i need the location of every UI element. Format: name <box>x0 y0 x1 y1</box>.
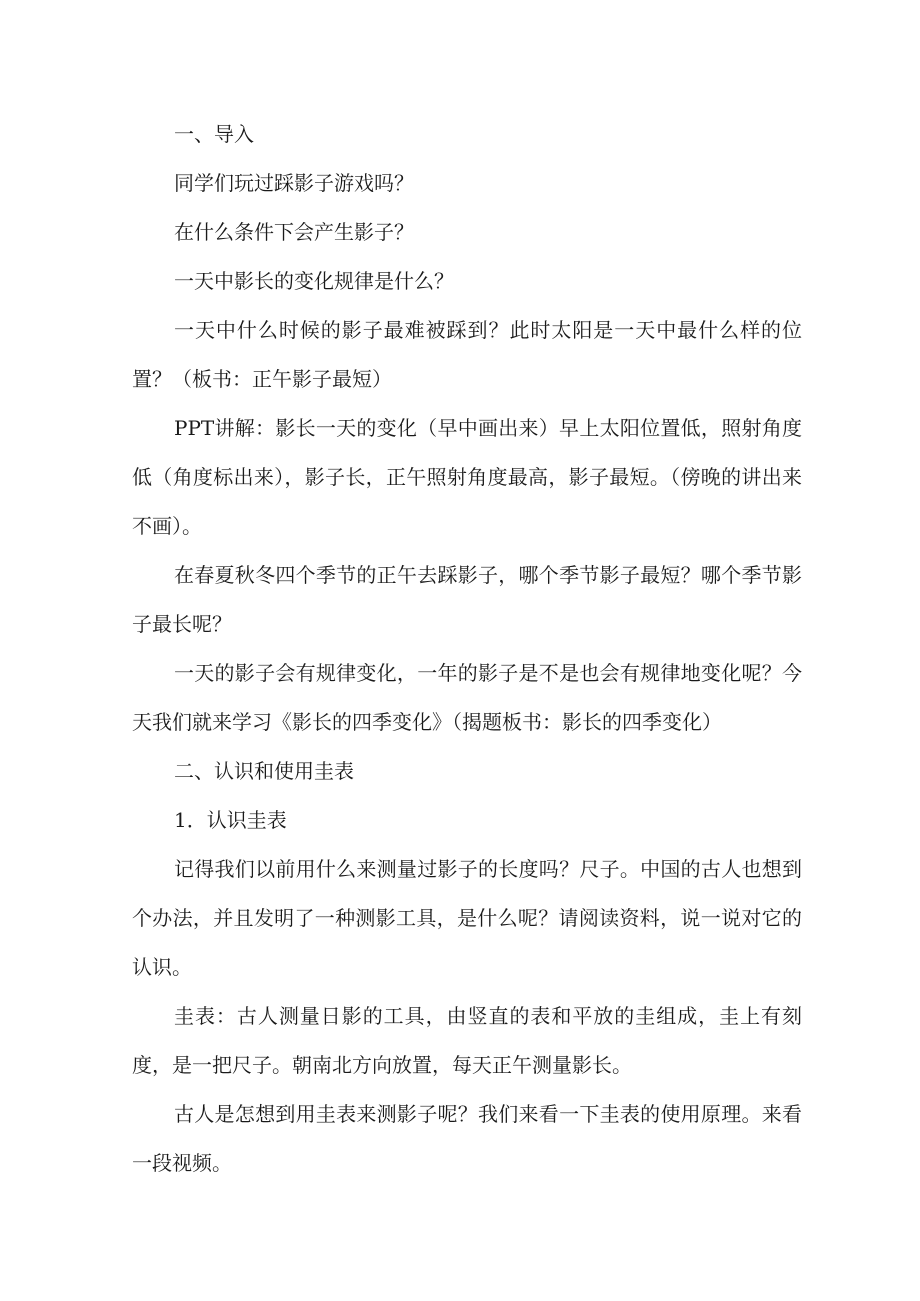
paragraph: 记得我们以前用什么来测量过影子的长度吗？尺子。中国的古人也想到个办法，并且发明了一种测影工具，是什么呢？请阅读资料，说一说对它的认识。 <box>132 857 802 979</box>
paragraph: 同学们玩过踩影子游戏吗？ <box>174 171 414 195</box>
subheading-know-gnomon: 1．认识圭表 <box>174 808 287 832</box>
paragraph: 一天中什么时候的影子最难被踩到？此时太阳是一天中最什么样的位置？（板书：正午影子最短） <box>132 318 802 391</box>
heading-gnomon-section: 二、认识和使用圭表 <box>174 759 354 783</box>
paragraph: 一天的影子会有规律变化，一年的影子是不是也会有规律地变化呢？今天我们就来学习《影长的四季变化》（揭题板书：影长的四季变化） <box>132 661 802 734</box>
paragraph: 在春夏秋冬四个季节的正午去踩影子，哪个季节影子最短？哪个季节影子最长呢？ <box>132 563 802 636</box>
paragraph: 在什么条件下会产生影子？ <box>174 220 414 244</box>
paragraph: 圭表：古人测量日影的工具，由竖直的表和平放的圭组成，圭上有刻度，是一把尺子。朝南北方向放置，每天正午测量影长。 <box>132 1004 802 1077</box>
document-body <box>132 110 802 1188</box>
heading-introduction: 一、导入 <box>174 122 254 146</box>
paragraph: PPT讲解：影长一天的变化（早中画出来）早上太阳位置低，照射角度低（角度标出来），影子长，正午照射角度最高，影子最短。（傍晚的讲出来不画）。 <box>132 416 802 538</box>
paragraph: 古人是怎想到用圭表来测影子呢？我们来看一下圭表的使用原理。来看一段视频。 <box>132 1102 802 1175</box>
paragraph: 一天中影长的变化规律是什么？ <box>174 269 454 293</box>
